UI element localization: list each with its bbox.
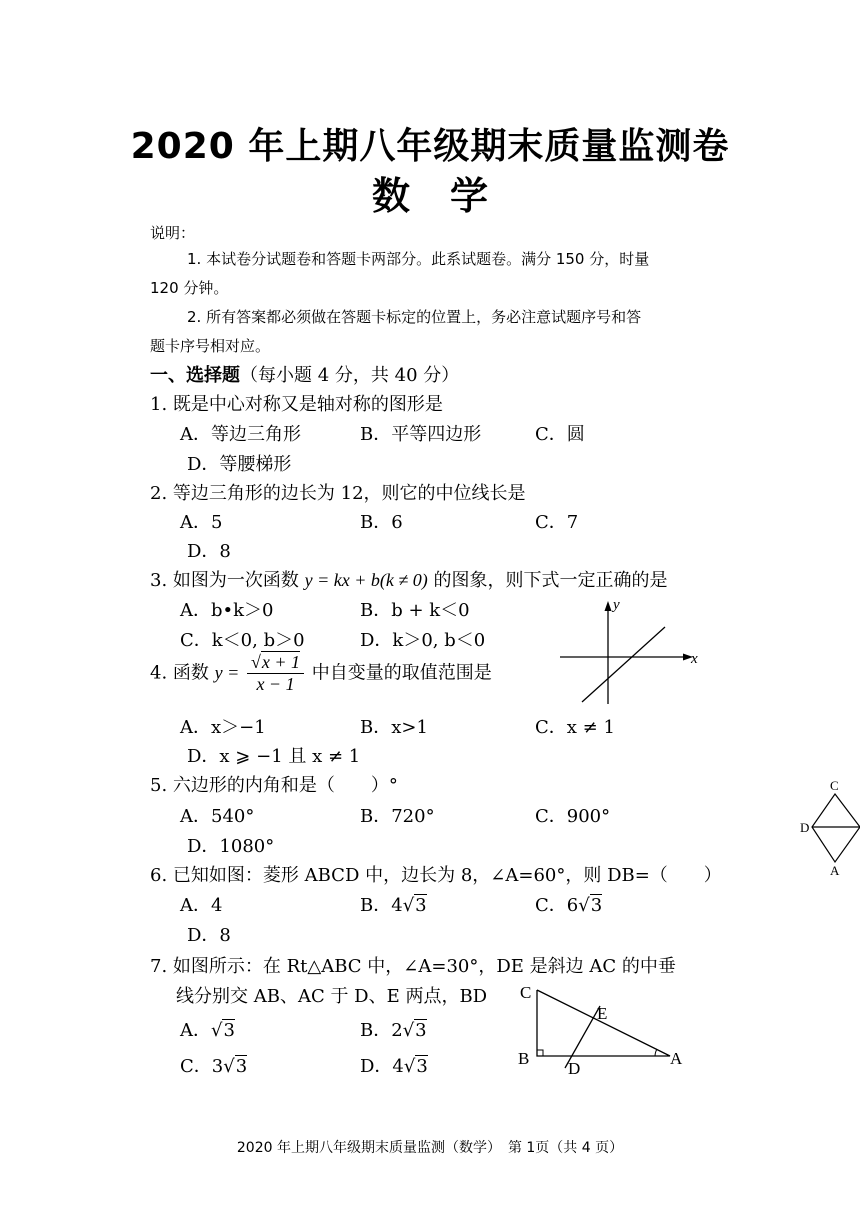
q7-option-c: C．3√3 (180, 1056, 248, 1077)
q7-option-b-radicand: 3 (415, 1020, 427, 1041)
triangle-label-d: D (568, 1059, 581, 1078)
rhombus-figure (797, 776, 860, 878)
q2-option-a: A．5 (180, 512, 223, 533)
q3-option-c: C．k＜0, b＞0 (180, 630, 305, 651)
page-footer: 2020 年上期八年级期末质量监测（数学） 第 1页（共 4 页） (236, 1140, 624, 1156)
question-7-stem-line-1: 7. 如图所示：在 Rt△ABC 中，∠A=30°，DE 是斜边 AC 的中垂 (150, 956, 676, 977)
q5-option-b: B．720° (360, 806, 435, 827)
q4-numerator: √x + 1 (247, 652, 304, 674)
note-2-line-1: 2. 所有答案都必须做在答题卡标定的位置上，务必注意试题序号和答 (187, 308, 642, 326)
q6-option-b: B．4√3 (360, 895, 427, 916)
q7-option-c-radicand: 3 (235, 1056, 248, 1077)
triangle-label-c: C (520, 983, 532, 1002)
q3-option-b: B．b + k＜0 (360, 600, 470, 621)
triangle-label-e: E (597, 1004, 608, 1023)
q3-stem-pre: 3. 如图为一次函数 (150, 570, 305, 591)
q7-option-a-radicand: 3 (223, 1020, 235, 1041)
exam-title: 2020 年上期八年级期末质量监测卷 (130, 126, 730, 167)
triangle-abc (537, 990, 670, 1056)
q7-option-c-prefix: C．3 (180, 1056, 224, 1077)
q5-option-a: A．540° (180, 806, 255, 827)
q1-option-c: C．圆 (535, 424, 585, 445)
question-2-stem: 2. 等边三角形的边长为 12，则它的中位线长是 (150, 483, 526, 504)
q7-option-a: A．√3 (180, 1020, 235, 1041)
q6-option-c-radicand: 3 (590, 895, 603, 916)
q1-option-d: D．等腰梯形 (187, 454, 292, 475)
q7-option-a-prefix: A． (180, 1020, 211, 1041)
section-title: 一、选择题 (150, 365, 240, 386)
linear-function-graph (555, 594, 705, 709)
q7-option-d-prefix: D．4 (360, 1056, 404, 1077)
q6-option-d: D．8 (187, 925, 231, 946)
q6-option-c: C．6√3 (535, 895, 603, 916)
right-triangle-figure (515, 978, 695, 1078)
section-detail: （每小题 4 分，共 40 分） (240, 365, 460, 386)
function-line (582, 627, 665, 702)
q7-option-b-prefix: B．2 (360, 1020, 403, 1041)
rhombus-label-d: D (800, 820, 810, 835)
q1-option-b: B．平等四边形 (360, 424, 482, 445)
rhombus-shape (812, 794, 860, 862)
q2-option-b: B．6 (360, 512, 403, 533)
q6-option-c-prefix: C．6 (535, 895, 579, 916)
q7-option-d: D．4√3 (360, 1056, 428, 1077)
q4-option-a: A．x＞−1 (180, 717, 266, 738)
triangle-label-b: B (518, 1049, 530, 1068)
notes-label: 说明： (150, 224, 196, 242)
q4-option-b: B．x>1 (360, 717, 428, 738)
q6-option-b-prefix: B．4 (360, 895, 403, 916)
triangle-label-a: A (670, 1049, 683, 1068)
q5-option-d: D．1080° (187, 836, 275, 857)
subject-title: 数学 (371, 174, 528, 218)
q2-option-d: D．8 (187, 541, 231, 562)
right-angle-mark (537, 1050, 543, 1056)
note-2-line-2: 题卡序号相对应。 (150, 337, 271, 355)
question-1-stem: 1. 既是中心对称又是轴对称的图形是 (150, 394, 443, 415)
angle-a-mark (655, 1049, 657, 1056)
q2-option-c: C．7 (535, 512, 579, 533)
q4-option-c: C．x ≠ 1 (535, 717, 615, 738)
note-1-line-2: 120 分钟。 (150, 279, 229, 297)
rhombus-label-a: A (830, 863, 840, 878)
q4-numerator-radicand: x + 1 (261, 652, 301, 672)
q3-option-a: A．b•k＞0 (180, 600, 274, 621)
x-axis-label: x (691, 651, 698, 667)
q1-option-a: A．等边三角形 (180, 424, 301, 445)
q7-option-b: B．2√3 (360, 1020, 427, 1041)
question-4-stem (150, 652, 492, 695)
q4-stem-pre: 4. 函数 (150, 662, 215, 684)
question-3-stem (150, 566, 667, 592)
q4-stem-post: 中自变量的取值范围是 (306, 662, 492, 684)
question-5-stem: 5. 六边形的内角和是（ ）° (150, 775, 398, 796)
q4-option-d: D．x ⩾ −1 且 x ≠ 1 (187, 746, 361, 767)
q3-function: y = kx + b(k ≠ 0) (304, 570, 428, 590)
y-axis-arrow (605, 601, 612, 611)
question-6-stem: 6. 已知如图：菱形 ABCD 中，边长为 8，∠A=60°，则 DB=（ ） (150, 865, 722, 886)
q3-stem-post: 的图象，则下式一定正确的是 (427, 570, 668, 591)
q6-option-b-radicand: 3 (415, 895, 427, 916)
q7-option-d-radicand: 3 (416, 1056, 428, 1077)
q3-option-d: D．k＞0, b＜0 (360, 630, 486, 651)
q6-option-a: A．4 (180, 895, 223, 916)
note-1-line-1: 1. 本试卷分试题卷和答题卡两部分。此系试题卷。满分 150 分，时量 (187, 250, 650, 268)
q5-option-c: C．900° (535, 806, 611, 827)
rhombus-label-c: C (830, 778, 839, 793)
section-heading (150, 361, 459, 387)
q4-lhs: y = (214, 662, 240, 683)
q4-fraction (247, 652, 304, 695)
question-7-stem-line-2: 线分别交 AB、AC 于 D、E 两点，BD (176, 986, 488, 1007)
q4-denominator: x − 1 (256, 674, 295, 694)
y-axis-label: y (613, 597, 620, 613)
